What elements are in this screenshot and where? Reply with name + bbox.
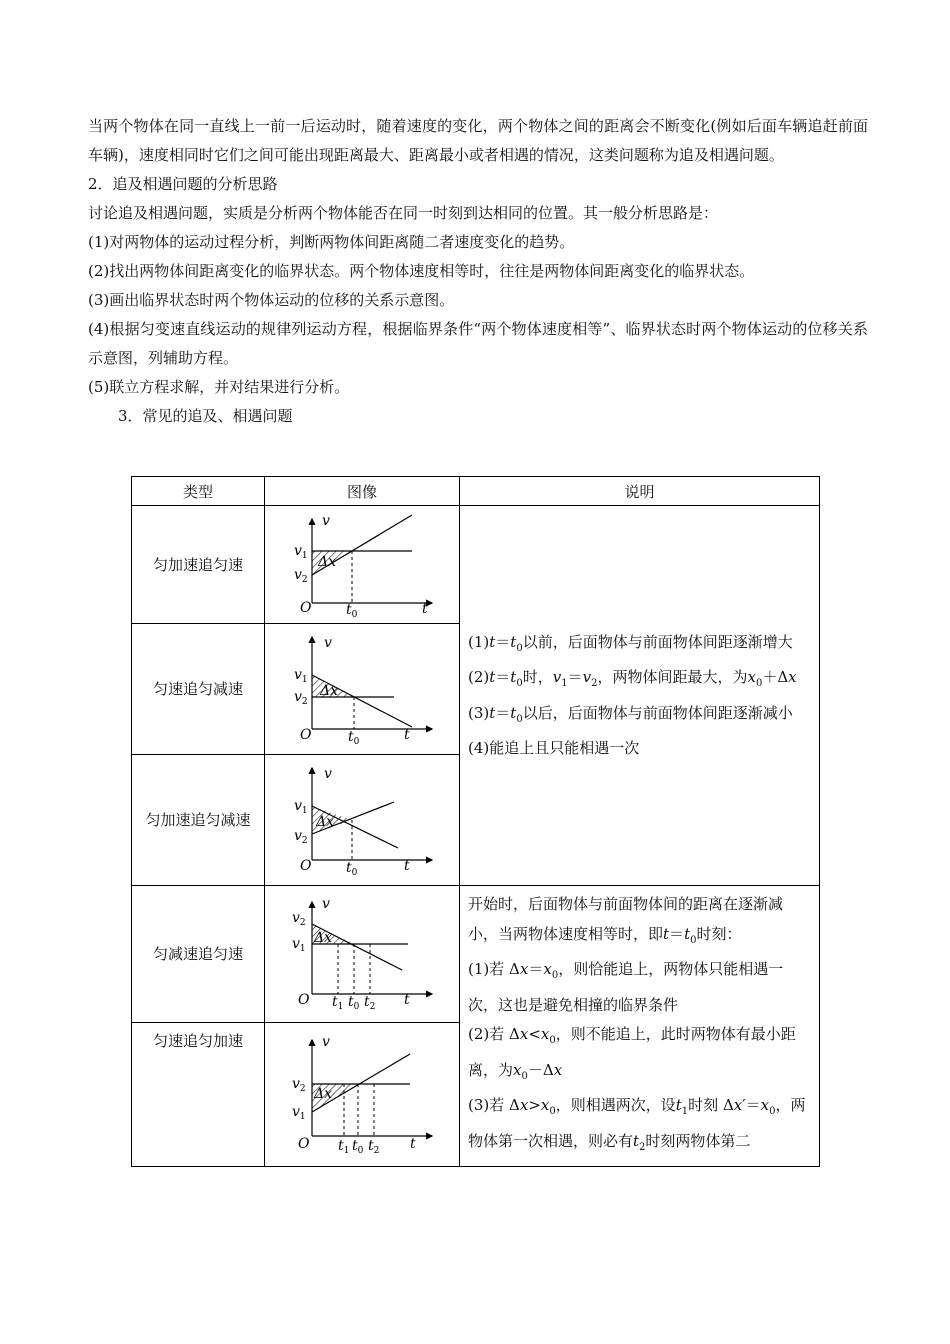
- desc-line-3: $(3)t=t_0$以后，后面物体与前面物体间距逐渐减小: [468, 703, 793, 725]
- graph-cell: [265, 886, 460, 1023]
- svg-text:Δx: Δx: [316, 814, 335, 830]
- svg-text:v2: $v_2$: [294, 828, 308, 846]
- svg-text:t1: $t_1$: [332, 993, 344, 1012]
- svg-text:v: v: [322, 895, 330, 912]
- section-heading-2: 2．追及相遇问题的分析思路: [88, 175, 278, 193]
- graph-cell: [265, 755, 460, 886]
- section-heading-3: 3．常见的追及、相遇问题: [118, 407, 293, 425]
- desc-case-3: (3)若 $\Delta x>x_0$，则相遇两次，设$t_1$时刻 $\Delta x'=x_0$，两物体第一次相遇，则必有$t_2$时刻两物体第二: [468, 1096, 806, 1153]
- svg-text:t: t: [404, 991, 410, 1008]
- table-row: [132, 506, 820, 624]
- svg-text:t0: $t_0$: [348, 993, 360, 1012]
- svg-text:v1: $v_1$: [294, 542, 308, 561]
- graph-label-t: t: [422, 600, 428, 617]
- analysis-paragraph: 讨论追及相遇问题，实质是分析两个物体能否在同一时刻到达相同的位置。其一般分析思路是：: [88, 204, 719, 222]
- graph-cell: [265, 506, 460, 624]
- desc-line-4: (4)能追上且只能相遇一次: [468, 739, 640, 757]
- graph-label-dx: Δx: [318, 553, 337, 570]
- svg-text:t0: $t_0$: [346, 860, 358, 878]
- step-4: (4)根据匀变速直线运动的规律列运动方程，根据临界条件“两个物体速度相等”、临界状态时两个物体运动的位移关系示意图，列辅助方程。: [88, 320, 868, 367]
- svg-text:v: v: [324, 635, 332, 651]
- header-type: 类型: [132, 477, 265, 506]
- type-cell: 匀减速追匀速: [132, 886, 265, 1023]
- description-group-1: [460, 506, 820, 886]
- description-group-2: [460, 886, 820, 1167]
- vt-graph-5: [282, 1032, 442, 1156]
- svg-text:t0: $t_0$: [352, 1138, 364, 1157]
- graph-label-origin: O: [300, 599, 312, 616]
- desc-intro: 开始时，后面物体与前面物体间的距离在逐渐减小，当两物体速度相等时，即$t=t_0$时刻：: [468, 895, 784, 946]
- svg-text:v1: $v_1$: [292, 935, 306, 954]
- svg-text:O: O: [300, 858, 312, 874]
- svg-text:O: O: [298, 1136, 310, 1153]
- svg-text:t: t: [404, 727, 410, 743]
- svg-text:t2: $t_2$: [368, 1138, 380, 1157]
- svg-text:v2: $v_2$: [294, 566, 308, 585]
- vt-graph-3: [282, 762, 442, 878]
- graph-cell: [265, 624, 460, 755]
- vt-graph-1: [282, 513, 442, 617]
- type-cell: 匀速追匀加速: [132, 1022, 265, 1166]
- desc-line-1: $(1)t=t_0$以前，后面物体与前面物体间距逐渐增大: [468, 632, 793, 654]
- desc-case-1: (1)若 $\Delta x=x_0$，则恰能追上，两物体只能相遇一次，这也是避免相撞的临界条件: [468, 960, 784, 1014]
- table-row: [132, 886, 820, 1023]
- graph-label-v: v: [322, 512, 330, 529]
- svg-text:v1: $v_1$: [292, 1104, 306, 1123]
- svg-text:v2: $v_2$: [292, 1076, 306, 1095]
- svg-text:t0: $t_0$: [348, 729, 360, 747]
- svg-text:v1: $v_1$: [294, 798, 308, 816]
- type-cell: 匀加速追匀减速: [132, 755, 265, 886]
- desc-case-2: (2)若 $\Delta x<x_0$，则不能追上，此时两物体有最小距离，为$x_0-\Delta x$: [468, 1025, 796, 1082]
- step-2: (2)找出两物体间距离变化的临界状态。两个物体速度相等时，往往是两物体间距离变化的临界状态。: [88, 262, 755, 280]
- svg-text:t: t: [404, 858, 410, 874]
- svg-text:O: O: [298, 991, 310, 1008]
- svg-text:t1: $t_1$: [338, 1138, 350, 1157]
- chase-meet-table: [131, 476, 820, 1167]
- svg-text:Δx: Δx: [314, 1086, 333, 1103]
- svg-text:O: O: [300, 727, 312, 743]
- header-description: 说明: [460, 477, 820, 506]
- step-5: (5)联立方程求解，并对结果进行分析。: [88, 378, 350, 396]
- type-cell: 匀速追匀减速: [132, 624, 265, 755]
- table-header-row: [132, 477, 820, 506]
- svg-text:v2: $v_2$: [294, 689, 308, 707]
- svg-text:Δx: Δx: [314, 929, 333, 946]
- svg-text:v1: $v_1$: [294, 667, 308, 685]
- desc-line-2: $(2)t=t_0$时，$v_1=v_2$，两物体间距最大，为$x_0+\Delta x$: [468, 668, 797, 689]
- svg-text:v: v: [322, 1034, 330, 1051]
- svg-text:v2: $v_2$: [292, 909, 306, 928]
- intro-section: [88, 112, 868, 431]
- header-graph: 图像: [265, 477, 460, 506]
- svg-text:t0: $t_0$: [346, 601, 358, 617]
- svg-text:v: v: [324, 766, 332, 782]
- intro-paragraph: 当两个物体在同一直线上一前一后运动时，随着速度的变化，两个物体之间的距离会不断变化(例如后面车辆追赶前面车辆)，速度相同时它们之间可能出现距离最大、距离最小或者相遇的情况，这类问题称为追及相遇问题。: [88, 117, 868, 164]
- vt-graph-2: [282, 631, 442, 747]
- step-1: (1)对两物体的运动过程分析，判断两物体间距离随二者速度变化的趋势。: [88, 233, 575, 251]
- vt-graph-4: [282, 896, 442, 1012]
- graph-cell: [265, 1022, 460, 1166]
- step-3: (3)画出临界状态时两个物体运动的位移的关系示意图。: [88, 291, 455, 309]
- type-cell: 匀加速追匀速: [132, 506, 265, 624]
- svg-text:t: t: [410, 1136, 416, 1153]
- svg-text:t2: $t_2$: [364, 993, 376, 1012]
- svg-text:Δx: Δx: [320, 683, 339, 699]
